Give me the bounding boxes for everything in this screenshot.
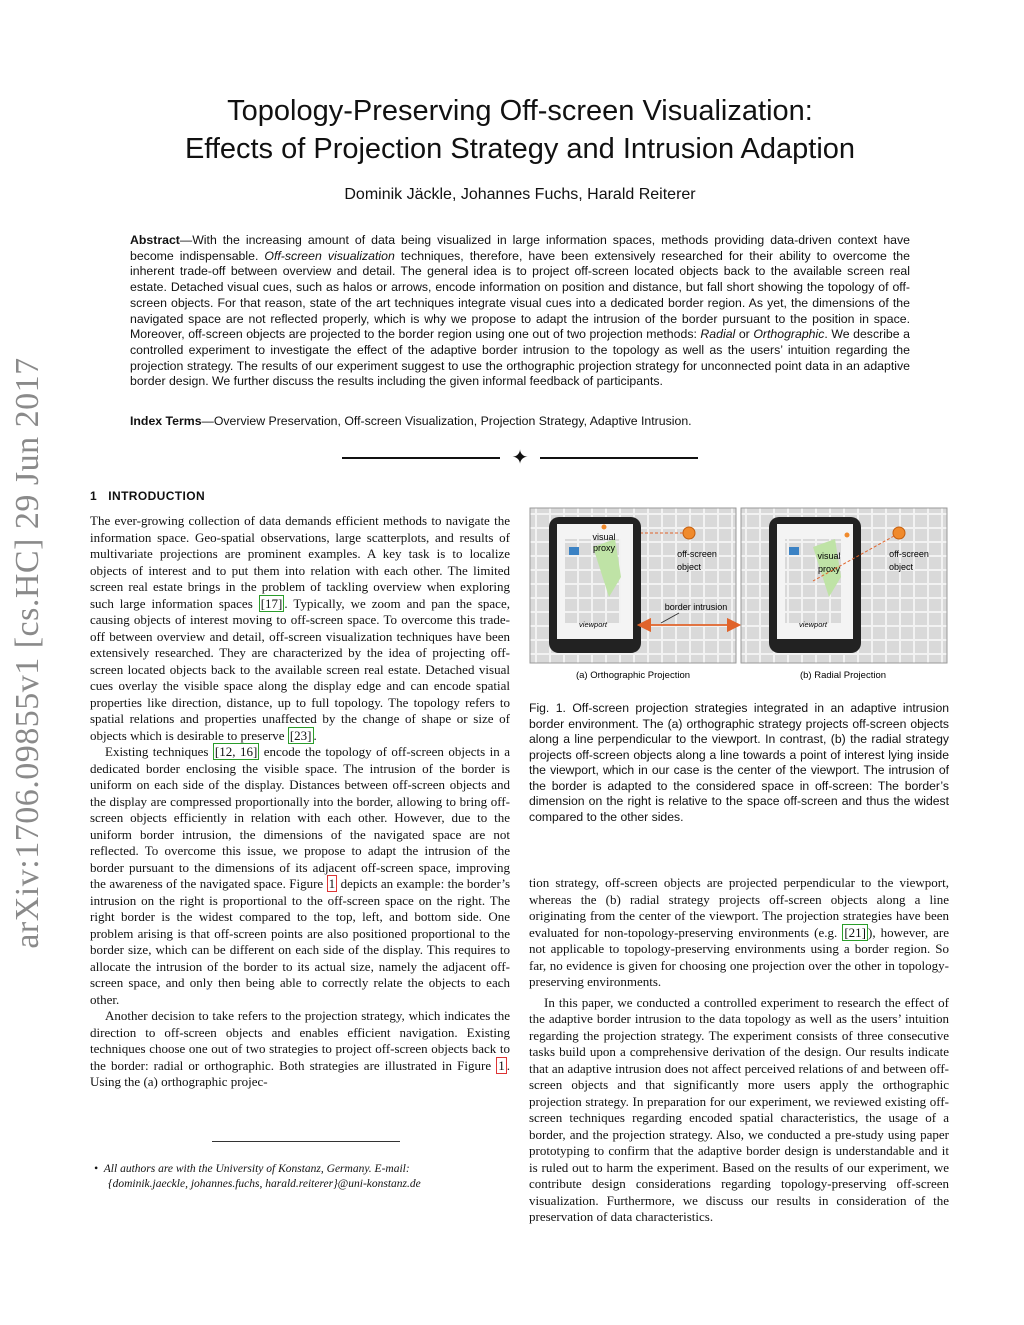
- fig-b-caption: (b) Radial Projection: [799, 670, 887, 681]
- footnote-rule: [212, 1141, 400, 1142]
- text: . Typically, we zoom and pan the space, causing objects of interest moving to off-screen space. To overcome this trade-off between overview and detail, off-screen visualization techniques have been extensively researched. They are characterized by the idea of projecting off-screen located objects back to the available screen real estate. Detached visual cues overlay the visible space along the display edge and can encode spatial properties like direction, distance, up to full topology. The topology refers to spatial relations and properties unaffected by the change of shape or size of objects which is desirable to preserve: [90, 595, 510, 743]
- title-line-2: Effects of Projection Strategy and Intrusion Adaption: [184, 133, 856, 165]
- paragraph: [90, 513, 510, 744]
- text: Another decision to take refers to the projection strategy, which indicates the direction to off-screen objects and enables efficient navigation. Existing techniques choose one out of two strategies to project off-screen objects back to the border: radial or orthographic. Both strategies are illustrated in Figure: [90, 1008, 510, 1073]
- panel-a: [530, 508, 736, 681]
- citation-link[interactable]: [23]: [289, 727, 312, 743]
- figure-1: [529, 507, 949, 682]
- citation-link[interactable]: [21]: [844, 924, 866, 940]
- abstract-emphasis: Radial: [700, 327, 736, 342]
- text: The ever-growing collection of data demands efficient methods to navigate the information space. Geo-spatial observations, large scatterplots, and results of multivariate projections are prominent examples. A key task is to localize objects of interest and to put them into relation with each other. The limited screen real estate brings in the problem of tackling overview when exploring such large information spaces: [90, 513, 510, 611]
- left-column: [90, 513, 510, 1091]
- text: .: [313, 727, 317, 743]
- section-heading: [90, 489, 205, 503]
- water-area: [569, 547, 579, 555]
- abstract: [130, 233, 910, 390]
- fig-label-proxy: proxy: [817, 564, 841, 574]
- text: encode the topology of off-screen objects in a dedicated border enclosing the visible space. The intrusion of the border is uniform on each side of the display. Distances between off-screen objects and the display are compressed proportionally into the border, allowing to bring off-screen objects efficiently in relation with each other. However, due to the uniform border intrusion, the dimensions of the navigated space are not reflected. To overcome this issue, we propose to adapt the intrusion of the border pursuant to the dimensions of its adjacent off-screen space, improving the awareness of the navigated space. Figure: [90, 744, 510, 891]
- proxy-dot-icon: [845, 533, 850, 538]
- fig-a-caption: (a) Orthographic Projection: [575, 670, 691, 681]
- abstract-text: —With the increasing amount of data being visualized in large information spaces, methods providing data-driven context have become indispensable.: [130, 233, 910, 263]
- offscreen-object-icon: [683, 527, 695, 539]
- figure-link[interactable]: 1: [498, 1057, 505, 1073]
- citation-link[interactable]: [12, 16]: [214, 744, 258, 759]
- footnote-line-2: {dominik.jaeckle, johannes.fuchs, harald.reiterer}@uni-konstanz.de: [108, 1178, 421, 1190]
- fig-label-visual: visual: [817, 551, 841, 561]
- fig-label-visual: visual: [592, 532, 616, 542]
- paragraph: [529, 875, 949, 991]
- fig-label-viewport: viewport: [799, 620, 827, 629]
- fig-label-proxy: proxy: [592, 543, 616, 553]
- right-column: [529, 875, 949, 1226]
- separator-line-left: [342, 457, 500, 459]
- separator-star-icon: ✦: [511, 447, 529, 469]
- section-number: 1: [90, 489, 98, 503]
- index-terms-label: Index Terms: [130, 414, 202, 428]
- fig-label-offscreen: off-screen: [889, 549, 929, 559]
- proxy-dot-icon: [602, 525, 607, 530]
- index-terms-text: —Overview Preservation, Off-screen Visualization, Projection Strategy, Adaptive Intrusion.: [201, 414, 692, 428]
- abstract-text: . We describe a controlled experiment to investigate the effect of the adaptive border intrusion to the topology as well as the users’ intuition regarding the projection strategy. The results of our experiment suggest to use the orthographic projection strategy for unconnected point data in an adaptive border design. We further discuss the results including the given informal feedback of participants.: [130, 327, 910, 389]
- abstract-label: Abstract: [130, 233, 180, 247]
- paragraph: In this paper, we conducted a controlled experiment to research the effect of the adaptive border intrusion to the data topology as well as the users’ intuition regarding the projection strategy. The experiment consists of three consecutive tasks build upon a comprehensive derivation of the design. Our results indicate that an adaptive intrusion does not affect perceived relations of and between off-screen objects and that significantly more users apply the orthographic projection strategy. In preparation for our experiment, we reviewed existing off-screen techniques regarding encoded spatial characteristics, the usage of a border, and the projection strategy. Also, we conducted a pre-study using paper prototyping to confirm that the adaptive border design is understandable and it is ruled out to harm the experiment. Based on the results of our experiment, we contribute design considerations regarding topology-preserving off-screen visualization. Furthermore, we discuss our results in consideration of the preservation of data characteristics.: [529, 994, 949, 1224]
- paragraph: [90, 1008, 510, 1091]
- figure-link[interactable]: 1: [328, 876, 336, 891]
- offscreen-object-icon: [893, 527, 905, 539]
- abstract-emphasis: Off-screen visualization: [264, 248, 395, 263]
- footnote: [94, 1162, 504, 1192]
- fig-label-viewport: viewport: [579, 620, 607, 629]
- index-terms: [130, 414, 910, 428]
- separator-line-right: [540, 457, 698, 459]
- section-separator: [342, 448, 698, 468]
- paragraph: [90, 744, 510, 1008]
- fig-label-object: object: [888, 562, 914, 572]
- fig-label-offscreen: off-screen: [677, 549, 717, 559]
- water-area: [789, 547, 799, 555]
- footnote-line-1: • All authors are with the University of Konstanz, Germany. E-mail:: [94, 1163, 410, 1175]
- text: Existing techniques: [105, 744, 213, 759]
- fig-label-border-intrusion: border intrusion: [664, 602, 728, 612]
- text: . Using the (a) orthographic projec-: [90, 1057, 510, 1089]
- citation-link[interactable]: [17]: [260, 595, 283, 611]
- authors: Dominik Jäckle, Johannes Fuchs, Harald Reiterer: [344, 186, 696, 203]
- title-line-1: Topology-Preserving Off-screen Visualization:: [227, 95, 813, 127]
- text: ), however, are not applicable to topology-preserving environments using a border region. So far, no evidence is given for choosing one projection over the other in topology-preserving environments.: [529, 924, 950, 989]
- figure-caption: Fig. 1. Off-screen projection strategies integrated in an adaptive intrusion border environment. The (a) orthographic strategy projects off-screen objects along a line perpendicular to the viewport. In contrast, (b) the radial strategy projects off-screen objects along a line towards a point of interest lying inside the viewport, which in our case is the center of the viewport. The intrusion of the border is adapted to the considered space in off-screen: The border’s dimension on the right is relative to the space off-screen and thus the widest compared to the other sides.: [529, 701, 949, 824]
- abstract-emphasis: Orthographic: [753, 327, 825, 342]
- abstract-text: or: [735, 327, 754, 342]
- panel-b: [741, 508, 947, 681]
- fig-label-object: object: [676, 562, 702, 572]
- arxiv-identifier: arXiv:1706.09855v1 [cs.HC] 29 Jun 2017: [9, 357, 46, 949]
- text: tion strategy, off-screen objects are projected perpendicular to the viewport, whereas the (b) radial strategy projects off-screen objects along a line originating from the center of the viewport. The projection strategies have been evaluated for non-topology-preserving environments (e.g.: [529, 875, 949, 940]
- footnote-text: All authors are with the University of Konstanz, Germany. E-mail:: [103, 1163, 410, 1175]
- section-title: INTRODUCTION: [108, 489, 206, 503]
- abstract-text: techniques, therefore, have been extensively researched for their ability to overcome the inherent trade-off between overview and detail. The general idea is to project off-screen located objects back to the available screen real estate. Detached visual cues, such as halos or arrows, encode information on position and distance, but fall short showing the topology of off-screen objects. For that reason, state of the art techniques integrate visual cues into a dedicated border region. As yet, the dimensions of the navigated space are not reflected properly, which is why we propose to adapt the intrusion of the border pursuant to the position in space. Moreover, off-screen objects are projected to the border region using one out of two projection methods:: [130, 248, 910, 342]
- text: depicts an example: the border’s intrusion on the right is proportional to the off-screen space on the right. The right border is the widest compared to the top, left, and bottom side. One problem arising is that off-screen points are also positioned proportional to the border size, which can be different on each side of the display. This requires to allocate the intrusion of the border to its actual size, namely the adjacent off-screen space, and only then being able to correctly relate the objects to each other.: [90, 876, 511, 1007]
- paper-title: [100, 92, 940, 168]
